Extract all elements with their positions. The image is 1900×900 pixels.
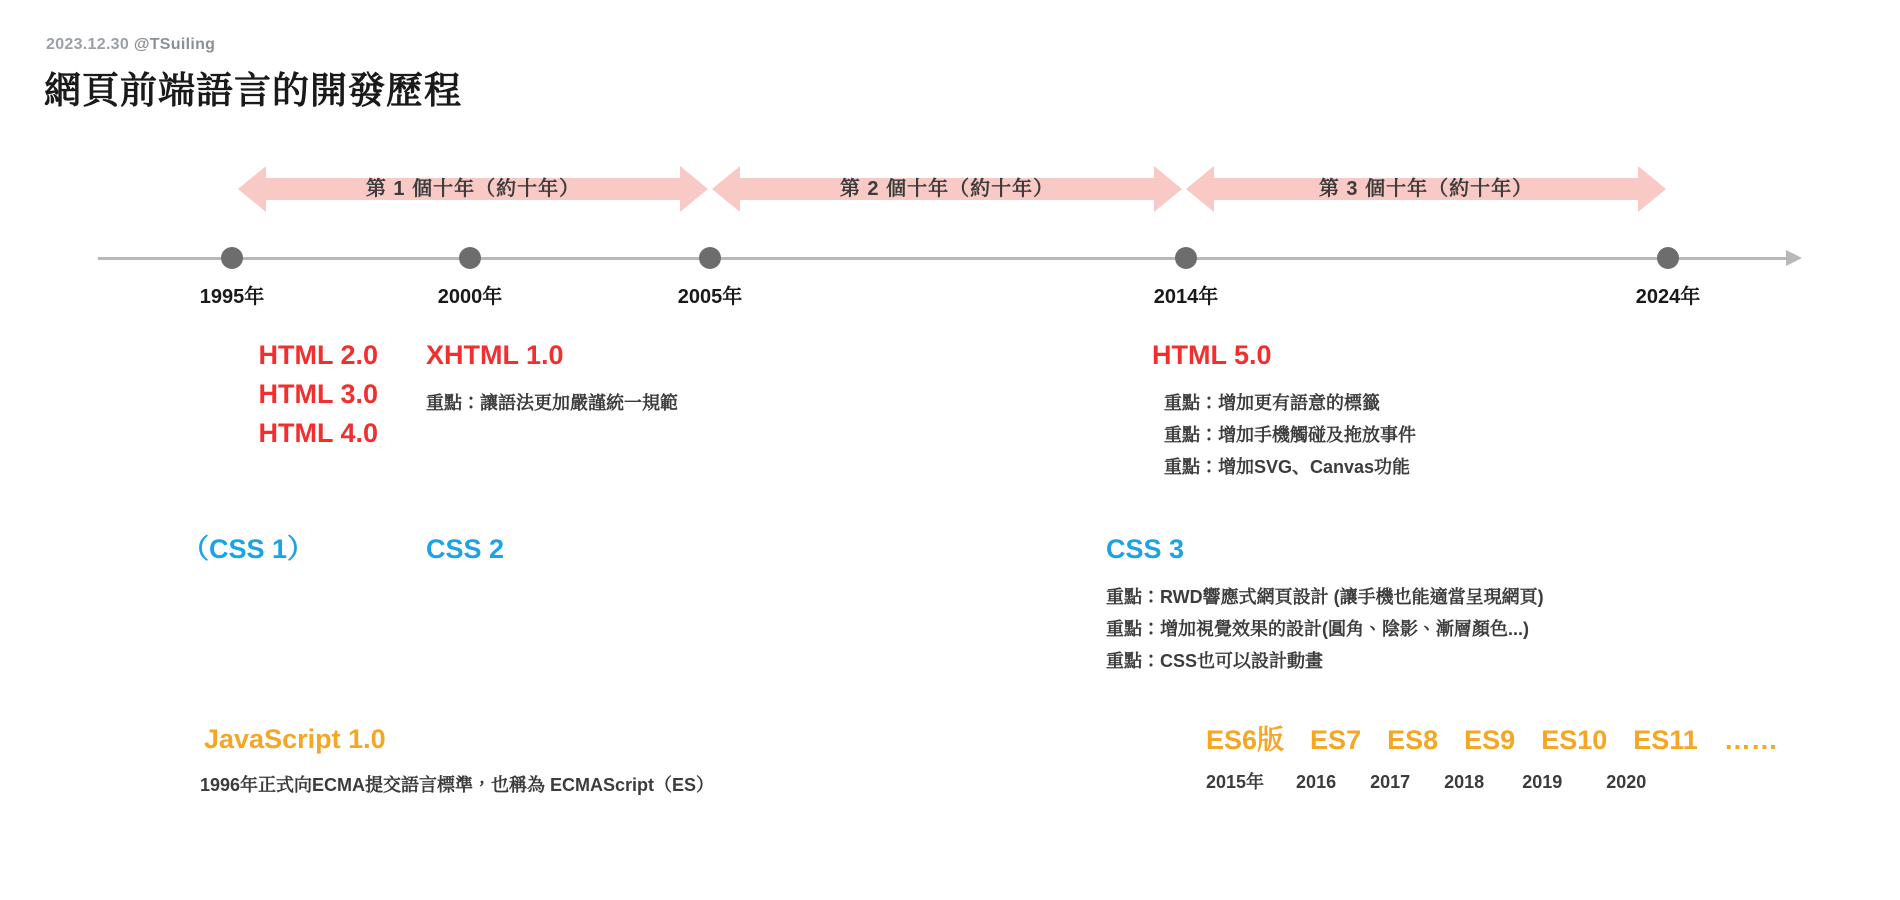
es-version-es8: ES8 (1387, 725, 1439, 755)
javascript-1-0-title: JavaScript 1.0 (204, 724, 386, 754)
css-3-detail-3: 重點：CSS也可以設計動畫 (1106, 651, 1324, 672)
javascript-group (200, 720, 715, 801)
decade-banner-2-label: 第 2 個十年（約十年） (839, 178, 1055, 200)
timeline-year-2005: 2005年 (677, 286, 743, 308)
html-5-0-title: HTML 5.0 (1152, 340, 1272, 370)
html-2-0-label: HTML 2.0 (258, 340, 378, 370)
css-3-title: CSS 3 (1106, 534, 1185, 564)
meta-line (46, 36, 215, 54)
es-year-2019: 2019 (1522, 772, 1563, 792)
timeline-node-2014 (1175, 247, 1197, 269)
timeline-axis (98, 248, 1818, 308)
css-3-detail-1: 重點：RWD響應式網頁設計 (讓手機也能適當呈現網頁) (1106, 587, 1544, 608)
html5-2014-group (1152, 336, 1416, 483)
es-year-2015: 2015年 (1206, 772, 1265, 792)
xhtml-1-0-detail: 重點：讓語法更加嚴謹統一規範 (426, 393, 678, 414)
html-1995-group (60, 336, 378, 453)
es-version-es6: ES6版 (1206, 725, 1285, 755)
timeline-year-2024: 2024年 (1635, 286, 1701, 308)
css3-group (1106, 530, 1544, 677)
decade-banner-1-label: 第 1 個十年（約十年） (365, 178, 581, 200)
es-version-es9: ES9 (1464, 725, 1516, 755)
xhtml-2000-group (426, 336, 678, 419)
css2-group (426, 530, 504, 569)
javascript-1-0-detail: 1996年正式向ECMA提交語言標準，也稱為 ECMAScript（ES） (200, 775, 715, 796)
es-version-es7: ES7 (1310, 725, 1362, 755)
css-3-detail-2: 重點：增加視覺效果的設計(圓角、陰影、漸層顏色...) (1106, 619, 1529, 640)
decade-banner-2 (712, 162, 1182, 216)
meta-date: 2023.12.30 (46, 36, 130, 53)
html-5-0-detail-2: 重點：增加手機觸碰及拖放事件 (1164, 425, 1416, 446)
es-year-2018: 2018 (1444, 772, 1485, 792)
decade-banner-3-label: 第 3 個十年（約十年） (1318, 178, 1534, 200)
ecmascript-version-row (1206, 718, 1778, 757)
es-version-es10: ES10 (1541, 725, 1608, 755)
css1-group (182, 530, 314, 569)
html-5-0-detail-1: 重點：增加更有語意的標籤 (1164, 393, 1380, 414)
timeline-node-2024 (1657, 247, 1679, 269)
css-2-title: CSS 2 (426, 534, 505, 564)
decade-banner-1 (238, 162, 708, 216)
html-4-0-label: HTML 4.0 (258, 418, 378, 449)
es-version-es11: ES11 (1633, 725, 1698, 755)
axis-arrow-icon (1786, 250, 1802, 266)
es-version-more: …… (1723, 725, 1778, 755)
meta-handle: @TSuiling (133, 36, 216, 53)
timeline-node-1995 (221, 247, 243, 269)
axis-line (98, 257, 1788, 260)
ecmascript-year-row (1206, 768, 1646, 794)
xhtml-1-0-title: XHTML 1.0 (426, 340, 564, 370)
timeline-node-2005 (699, 247, 721, 269)
es-year-2020: 2020 (1606, 772, 1647, 792)
page-title: 網頁前端語言的開發歷程 (44, 70, 462, 111)
es-year-2017: 2017 (1370, 772, 1411, 792)
decade-banner-3 (1186, 162, 1666, 216)
html-3-0-label: HTML 3.0 (258, 379, 378, 410)
css-1-title: （CSS 1） (182, 534, 315, 564)
timeline-year-2000: 2000年 (437, 286, 503, 308)
html-5-0-detail-3: 重點：增加SVG、Canvas功能 (1164, 457, 1411, 478)
timeline-node-2000 (459, 247, 481, 269)
timeline-year-2014: 2014年 (1153, 286, 1219, 308)
es-year-2016: 2016 (1296, 772, 1337, 792)
timeline-year-1995: 1995年 (199, 286, 265, 308)
